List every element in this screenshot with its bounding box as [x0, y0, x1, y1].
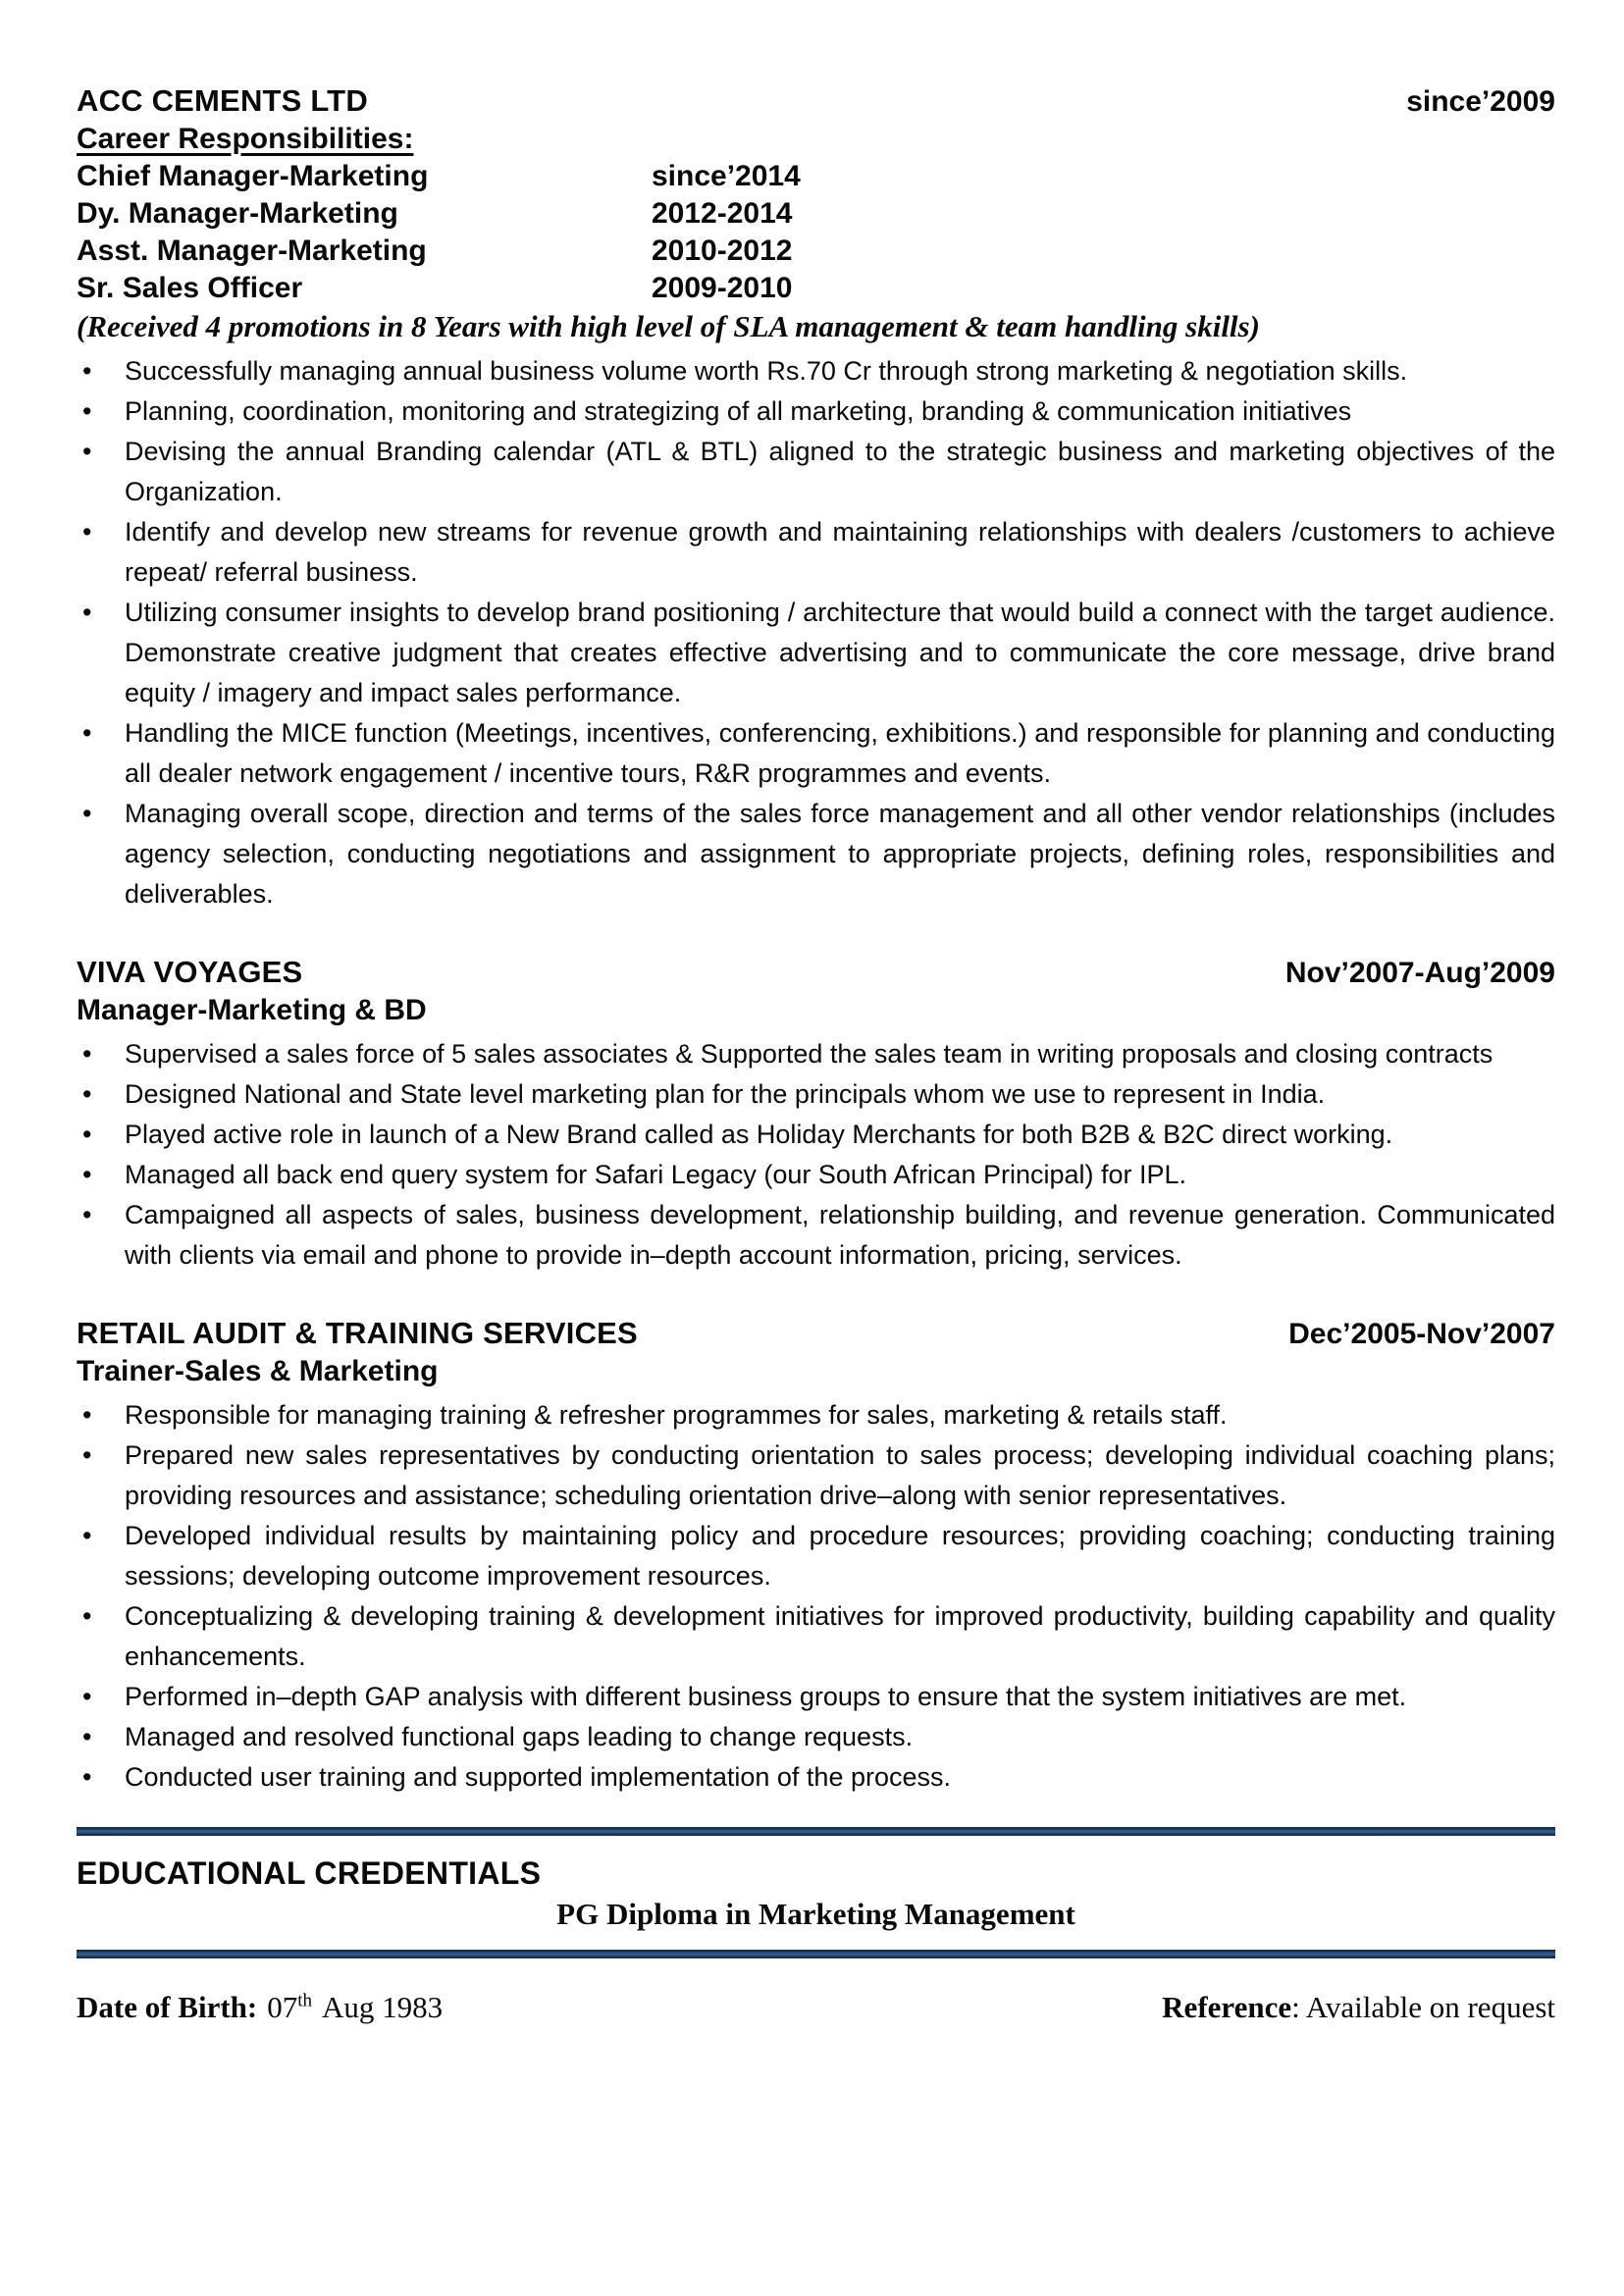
- bullet-item: • Managing overall scope, direction and terms of the sales force management and all other vendor relationships (includes agency selection, conducting negotiations and assignment to appropriate projects, defining roles, responsibilities and deliverables.: [77, 794, 1555, 914]
- position-period: 2009-2010: [652, 272, 793, 304]
- position-row: [77, 158, 1555, 195]
- divider-rule-bottom: [77, 1950, 1555, 1958]
- bullet-item: • Played active role in launch of a New Brand called as Holiday Merchants for both B2B & B2C direct working.: [77, 1115, 1555, 1155]
- position-title: Sr. Sales Officer: [77, 272, 303, 304]
- bullet-item: • Utilizing consumer insights to develop brand positioning / architecture that would build a connect with the target audience. Demonstrate creative judgment that creates effective advertising and to communicate the core message, drive brand equity / imagery and impact sales performance.: [77, 593, 1555, 713]
- promotion-note: (Received 4 promotions in 8 Years with high level of SLA management & team handling skills): [77, 309, 1260, 343]
- bullet-item: • Successfully managing annual business volume worth Rs.70 Cr through strong marketing & negotiation skills.: [77, 351, 1555, 391]
- section-viva-voyages: [77, 954, 1555, 1276]
- bullet-item: • Campaigned all aspects of sales, business development, relationship building, and revenue generation. Communicated with clients via email and phone to provide in–depth account information, pricing, services.: [77, 1195, 1555, 1276]
- position-row: [77, 233, 1555, 270]
- role-title: Manager-Marketing & BD: [77, 994, 427, 1026]
- reference-label: Reference: [1162, 1990, 1292, 2024]
- company-name: RETAIL AUDIT & TRAINING SERVICES: [77, 1316, 638, 1350]
- bullet-item: • Supervised a sales force of 5 sales associates & Supported the sales team in writing proposals and closing contracts: [77, 1034, 1555, 1074]
- education-qualification: PG Diploma in Marketing Management: [556, 1897, 1075, 1931]
- resume-content: [77, 82, 1555, 2027]
- company-period: Dec’2005-Nov’2007: [1288, 1318, 1555, 1350]
- company-name: ACC CEMENTS LTD: [77, 83, 368, 118]
- company-name: VIVA VOYAGES: [77, 955, 303, 989]
- bullet-item: • Managed all back end query system for Safari Legacy (our South African Principal) for IPL.: [77, 1155, 1555, 1195]
- bullet-item: • Managed and resolved functional gaps leading to change requests.: [77, 1717, 1555, 1757]
- bullet-item: • Prepared new sales representatives by conducting orientation to sales process; developing individual coaching plans; providing resources and assistance; scheduling orientation drive–along with senior representatives.: [77, 1435, 1555, 1516]
- company-tenure: since’2009: [1406, 85, 1555, 118]
- bullet-item: • Conceptualizing & developing training & development initiatives for improved productivity, building capability and quality enhancements.: [77, 1596, 1555, 1677]
- position-period: since’2014: [652, 160, 801, 192]
- bullet-item: • Responsible for managing training & refresher programmes for sales, marketing & retails staff.: [77, 1395, 1555, 1435]
- date-of-birth-day: 07: [267, 1990, 298, 2024]
- bullet-item: • Handling the MICE function (Meetings, incentives, conferencing, exhibitions.) and responsible for planning and conducting all dealer network engagement / incentive tours, R&R programmes and events.: [77, 713, 1555, 794]
- section-retail-audit: [77, 1315, 1555, 1798]
- date-of-birth-label: Date of Birth:: [77, 1990, 258, 2024]
- company-header-row: [77, 82, 1555, 121]
- company-period: Nov’2007-Aug’2009: [1284, 957, 1555, 989]
- acc-bullet-list: [77, 351, 1555, 914]
- bullet-item: • Identify and develop new streams for revenue growth and maintaining relationships with dealers /customers to achieve repeat/ referral business.: [77, 512, 1555, 593]
- position-period: 2012-2014: [652, 197, 793, 230]
- position-row: [77, 270, 1555, 307]
- viva-bullet-list: [77, 1034, 1555, 1276]
- bullet-item: • Devising the annual Branding calendar (ATL & BTL) aligned to the strategic business and marketing objectives of the Organization.: [77, 432, 1555, 512]
- position-title: Dy. Manager-Marketing: [77, 197, 398, 230]
- position-period: 2010-2012: [652, 235, 793, 267]
- date-of-birth-ordinal: th: [297, 1990, 313, 2011]
- career-responsibilities-label: Career Responsibilities:: [77, 123, 414, 155]
- retail-bullet-list: [77, 1395, 1555, 1798]
- position-title: Asst. Manager-Marketing: [77, 235, 427, 267]
- bullet-item: • Developed individual results by maintaining policy and procedure resources; providing coaching; conducting training sessions; developing outcome improvement resources.: [77, 1516, 1555, 1596]
- date-of-birth-rest: Aug 1983: [322, 1990, 444, 2024]
- role-title: Trainer-Sales & Marketing: [77, 1355, 439, 1387]
- education-heading: EDUCATIONAL CREDENTIALS: [77, 1855, 542, 1891]
- position-title: Chief Manager-Marketing: [77, 160, 429, 192]
- bullet-item: • Designed National and State level marketing plan for the principals whom we use to represent in India.: [77, 1074, 1555, 1115]
- company-header-row: [77, 1315, 1555, 1353]
- bullet-item: • Conducted user training and supported implementation of the process.: [77, 1757, 1555, 1798]
- footer-row: [77, 1988, 1555, 2027]
- divider-rule-top: [77, 1827, 1555, 1836]
- position-row: [77, 195, 1555, 233]
- company-header-row: [77, 954, 1555, 992]
- section-acc-cements: [77, 82, 1555, 914]
- bullet-item: • Performed in–depth GAP analysis with different business groups to ensure that the system initiatives are met.: [77, 1677, 1555, 1717]
- reference: [1162, 1988, 1555, 2027]
- date-of-birth: [77, 1988, 443, 2027]
- bullet-item: • Planning, coordination, monitoring and strategizing of all marketing, branding & communication initiatives: [77, 391, 1555, 432]
- reference-value: : Available on request: [1291, 1990, 1555, 2024]
